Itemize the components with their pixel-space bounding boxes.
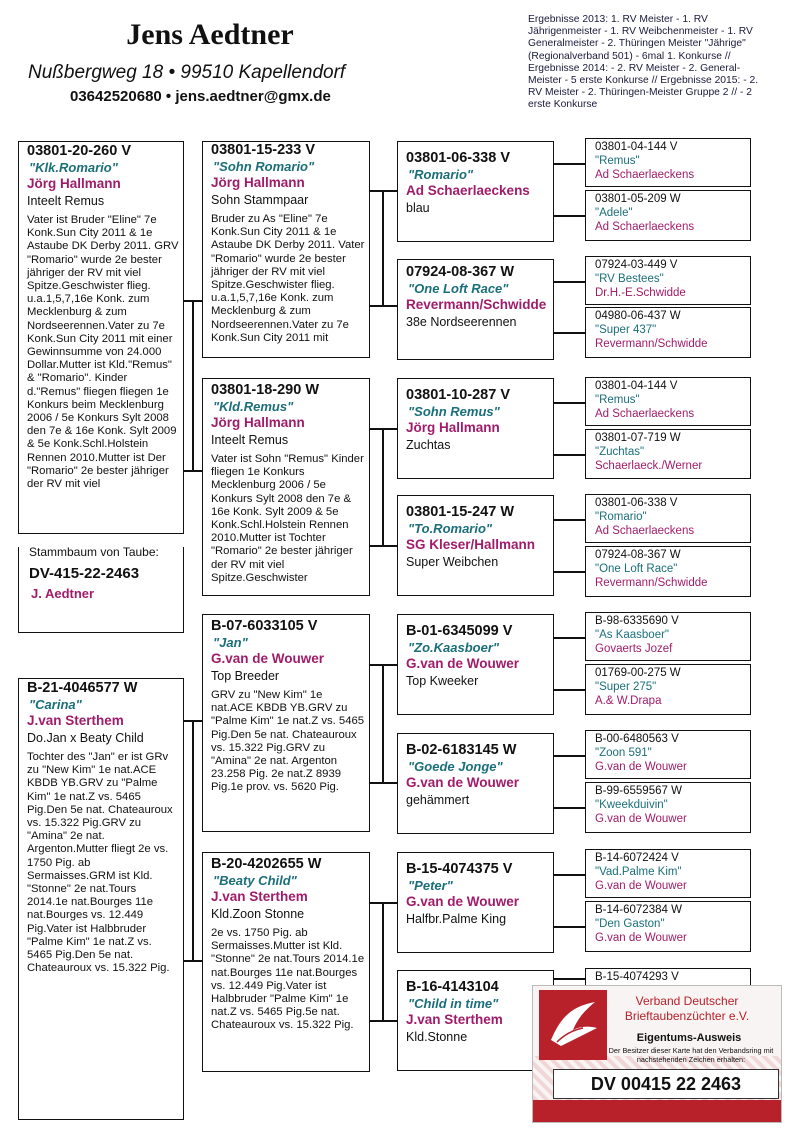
ring-number: B-00-6480563 V xyxy=(595,733,679,745)
connector-line xyxy=(370,428,397,430)
pigeon-name: "As Kaasboer" xyxy=(595,629,670,641)
great-grandparent-box xyxy=(397,378,554,479)
pigeon-description: Bruder zu As "Eline" 7e Konk.Sun City 2011 & 1e Astaube DK Derby 2011. Vater "Romario" wurde 2e bester jähriger der RV mit viel Spitze.Geschwister flieg. u.a.1,5,7,16e Konk. zum Mecklenburg & zum Nordseerennen.Vater zu 7e Konk.Sun City 2011 mit xyxy=(211,213,365,344)
pigeon-name: "Beaty Child" xyxy=(213,873,297,888)
pigeon-name: "Super 437" xyxy=(595,324,657,336)
ring-number: B-21-4046577 W xyxy=(27,680,138,696)
connector-line xyxy=(554,926,585,928)
breeder-contact: 03642520680 • jens.aedtner@gmx.de xyxy=(70,88,331,105)
owner-name: Jörg Hallmann xyxy=(211,175,305,190)
connector-line xyxy=(554,637,585,639)
pigeon-note: gehämmert xyxy=(406,793,470,807)
ring-number: B-14-6072424 V xyxy=(595,852,679,864)
connector-line xyxy=(554,978,585,980)
owner-name: Revermann/Schwidde xyxy=(595,577,708,589)
owner-name: G.van de Wouwer xyxy=(406,775,520,790)
connector-line xyxy=(382,190,384,306)
connector-line xyxy=(554,402,585,404)
mother-box xyxy=(18,678,184,1120)
connector-line xyxy=(554,163,585,165)
connector-line xyxy=(554,454,585,456)
pigeon-name: "Kweekduivin" xyxy=(595,799,668,811)
ring-number: DV-415-22-2463 xyxy=(29,565,140,582)
ring-number: 03801-15-247 W xyxy=(406,504,515,520)
ring-number: 03801-18-290 W xyxy=(211,382,320,398)
owner-name: Revermann/Schwidde xyxy=(595,338,708,350)
ring-number: 03801-04-144 V xyxy=(595,380,678,392)
owner-name: G.van de Wouwer xyxy=(595,880,687,892)
connector-line xyxy=(554,215,585,217)
owner-name: G.van de Wouwer xyxy=(211,651,325,666)
ancestor-box xyxy=(585,429,751,479)
great-grandparent-box xyxy=(397,614,554,715)
connector-line xyxy=(554,519,585,521)
pigeon-name: "Remus" xyxy=(595,155,640,167)
ancestor-box xyxy=(585,664,751,715)
connector-line xyxy=(554,281,585,283)
connector-line xyxy=(554,807,585,809)
owner-name: A.& W.Drapa xyxy=(595,695,662,707)
pigeon-note: Super Weibchen xyxy=(406,555,499,569)
ring-number: B-16-4143104 xyxy=(406,979,499,995)
connector-line xyxy=(554,874,585,876)
connector-line xyxy=(382,664,384,783)
ring-number: B-01-6345099 V xyxy=(406,623,513,639)
connector-line xyxy=(554,571,585,573)
pigeon-name: "Kld.Remus" xyxy=(213,399,294,414)
results-text: Ergebnisse 2013: 1. RV Meister - 1. RV Jährigenmeister - 1. RV Weibchenmeister - 1. RV Generalmeister - 2. Thüringen Meister "Jährige" (Regionalverband 501) - 6mal 1. Konkurse // Ergebnisse 2014: - 2. RV Meister - 2. General-Meister - 5 erste Konkurse // Ergebnisse 2015: - 2. RV Meister - 2. Thüringen-Meister Gruppe 2 // - 2 erste Konkurse xyxy=(528,14,759,111)
ring-number: B-14-6072384 W xyxy=(595,904,682,916)
connector-line xyxy=(370,1020,397,1022)
pigeon-name: "Carina" xyxy=(29,697,82,712)
ring-number: B-15-4074375 V xyxy=(406,861,513,877)
ring-number: B-99-6559567 W xyxy=(595,785,682,797)
owner-name: Govaerts Jozef xyxy=(595,643,673,655)
pigeon-name: "Sohn Romario" xyxy=(213,159,315,174)
pigeon-name: "Jan" xyxy=(213,635,248,650)
owner-name: Ad Schaerlaeckens xyxy=(595,525,695,537)
connector-line xyxy=(554,755,585,757)
ring-number: 03801-06-338 V xyxy=(595,497,678,509)
ring-number: 04980-06-437 W xyxy=(595,310,681,322)
ring-number: 03801-05-209 W xyxy=(595,193,681,205)
ring-number: B-98-6335690 V xyxy=(595,615,679,627)
connector-line xyxy=(370,305,397,307)
pigeon-description: Vater ist Sohn "Remus" Kinder fliegen 1e Konkurs Mecklenburg 2006 / 5e Konkurs Sylt 2008 den 7e & 16e Konk. Sylt 2009 & 5e Konk.Schl.Holstein Rennen 2010.Mutter ist Tochter "Romario" 2e bester jähriger der RV mit viel Spitze.Geschwister xyxy=(211,453,364,584)
pigeon-note: Inteelt Remus xyxy=(211,433,289,447)
owner-name: J.van Sterthem xyxy=(406,1012,503,1027)
ancestor-box xyxy=(585,782,751,833)
pigeon-name: "Klk.Romario" xyxy=(29,160,118,175)
ring-number: 03801-04-144 V xyxy=(595,141,678,153)
pigeon-name: "Zuchtas" xyxy=(595,446,645,458)
connector-line xyxy=(554,332,585,334)
pigeon-box xyxy=(18,547,184,633)
card-organization: Verband Deutscher Brieftaubenzüchter e.V. xyxy=(624,994,750,1023)
pigeon-name: "Den Gaston" xyxy=(595,918,665,930)
ancestor-box xyxy=(585,849,751,898)
pigeon-note: Kld.Stonne xyxy=(406,1030,468,1044)
pigeon-description: 2e vs. 1750 Pig. ab Sermaisses.Mutter ist Kld. "Stonne" 2e nat.Tours 2014.1e nat.Bourges 11e nat.Bourges vs. 12.449 Pig.Vater ist Halbbruder "Palme Kim" 1e nat.Z vs. 5465 Pig.5e nat. Chateauroux vs. 15.322 Pig. xyxy=(211,927,365,1032)
great-grandparent-box xyxy=(397,970,554,1071)
pigeon-name: "Sohn Remus" xyxy=(408,404,500,419)
owner-name: Jörg Hallmann xyxy=(211,415,305,430)
connector-line xyxy=(370,782,397,784)
owner-name: G.van de Wouwer xyxy=(595,813,687,825)
owner-name: Ad Schaerlaeckens xyxy=(406,183,530,198)
ancestor-box xyxy=(585,256,751,305)
pigeon-note: Top Kweeker xyxy=(406,674,479,688)
owner-name: SG Kleser/Hallmann xyxy=(406,537,536,552)
ancestor-box xyxy=(585,494,751,543)
pigeon-name: "Romario" xyxy=(595,511,647,523)
pigeon-name: "One Loft Race" xyxy=(595,563,678,575)
pigeon-description: Tochter des "Jan" er ist GRv zu "New Kim" 1e nat.ACE KBDB YB.GRV zu "Palme Kim" 1e nat.Z vs. 5465 Pig.Den 5e nat. Chateauroux vs. 15.322 Pig.GRV zu "Amina" 2e nat. Argenton.Mutter fliegt 2e vs. 1750 Pig. ab Sermaisses.GRM ist Kld. "Stonne" 2e nat.Tours 2014.1e nat.Bourges 11e nat.Bourges vs. 12.449 Pig.Vater ist Halbbruder "Palme Kim" 1e nat.Z vs. 5465 Pig.Den 5e nat. Chateauroux vs. 15.322 Pig. xyxy=(27,751,173,975)
grandparent-box xyxy=(202,852,370,1072)
ring-number: 07924-08-367 W xyxy=(406,264,515,280)
ring-number: B-02-6183145 W xyxy=(406,742,517,758)
great-grandparent-box xyxy=(397,259,554,360)
great-grandparent-box xyxy=(397,141,554,242)
pigeon-note: blau xyxy=(406,201,430,215)
connector-line xyxy=(370,190,397,192)
great-grandparent-box xyxy=(397,733,554,834)
ancestor-box xyxy=(585,546,751,597)
connector-line xyxy=(382,428,384,546)
connector-line xyxy=(192,300,194,471)
owner-name: Jörg Hallmann xyxy=(406,420,500,435)
owner-name: Dr.H.-E.Schwidde xyxy=(595,287,686,299)
owner-name: J.van Sterthem xyxy=(211,889,308,904)
pigeon-note: Halfbr.Palme King xyxy=(406,912,507,926)
connector-line xyxy=(382,902,384,1021)
pigeon-name: "Vad.Palme Kim" xyxy=(595,866,682,878)
ancestor-box xyxy=(585,612,751,661)
card-bottom-band xyxy=(533,1100,781,1122)
connector-line xyxy=(370,664,397,666)
owner-name: G.van de Wouwer xyxy=(406,656,520,671)
ancestor-box xyxy=(585,307,751,358)
pigeon-note: Sohn Stammpaar xyxy=(211,193,309,207)
ring-number: 07924-03-449 V xyxy=(595,259,678,271)
pigeon-name: "Child in time" xyxy=(408,996,499,1011)
ring-number: 03801-10-287 V xyxy=(406,387,510,403)
pigeon-note: Kld.Zoon Stonne xyxy=(211,907,305,921)
pigeon-description: Vater ist Bruder "Eline" 7e Konk.Sun City 2011 & 1e Astaube DK Derby 2011. GRV "Romario" wurde 2e bester jähriger der RV mit viel Spitze.Geschwister flieg. u.a.1,5,7,16e Konk. zum Mecklenburg & zum Nordseerennen.Vater zu 7e Konk.Sun City 2011 mit einer Gewinnsumme von 24.000 Dollar.Mutter ist Kld."Remus" & "Romario". Kinder d."Remus" fliegen fliegen 1e Konkurs beim Mecklenburg 2006 / 5e Konkurs Sylt 2008 den 7e & 16e Konk. Sylt 2009 & 5e Konk.Schl.Holstein Rennen 2010.Mutter ist Der "Romario" 2e bester jähriger der RV mit viel xyxy=(27,214,179,491)
ring-number: B-15-4074293 V xyxy=(595,971,679,983)
pigeon-name: "Adele" xyxy=(595,207,633,219)
owner-name: Schaerlaeck./Werner xyxy=(595,460,703,472)
owner-name: G.van de Wouwer xyxy=(406,894,520,909)
pigeon-note: Zuchtas xyxy=(406,438,451,452)
ring-number: 03801-20-260 V xyxy=(27,143,131,159)
connector-line xyxy=(192,720,194,961)
pedigree-label: Stammbaum von Taube: xyxy=(29,545,183,559)
ring-number: 03801-15-233 V xyxy=(211,142,315,158)
grandparent-box xyxy=(202,141,370,358)
ring-number: B-07-6033105 V xyxy=(211,618,318,634)
ring-number: 03801-07-719 W xyxy=(595,432,681,444)
connector-line xyxy=(370,902,397,904)
owner-name: G.van de Wouwer xyxy=(595,761,687,773)
owner-name: Ad Schaerlaeckens xyxy=(595,169,695,181)
ownership-card xyxy=(532,985,782,1123)
owner-name: Ad Schaerlaeckens xyxy=(595,408,695,420)
pigeon-note: Top Breeder xyxy=(211,669,280,683)
pigeon-name: "To.Romario" xyxy=(408,521,493,536)
owner-name: J.van Sterthem xyxy=(27,713,124,728)
pigeon-name: "Super 275" xyxy=(595,681,657,693)
breeder-address: Nußbergweg 18 • 99510 Kapellendorf xyxy=(28,62,346,83)
owner-name: G.van de Wouwer xyxy=(595,932,687,944)
pigeon-note: Do.Jan x Beaty Child xyxy=(27,731,144,745)
pigeon-name: "Goede Jonge" xyxy=(408,759,503,774)
great-grandparent-box xyxy=(397,495,554,596)
ancestor-box xyxy=(585,138,751,187)
ancestor-box xyxy=(585,190,751,241)
owner-name: Revermann/Schwidde xyxy=(406,297,547,312)
owner-name: Ad Schaerlaeckens xyxy=(595,221,695,233)
ring-number: B-20-4202655 W xyxy=(211,856,322,872)
pigeon-name: "Zoon 591" xyxy=(595,747,652,759)
pigeon-name: "RV Bestees" xyxy=(595,273,664,285)
owner-name: Jörg Hallmann xyxy=(27,176,121,191)
ring-number: 03801-06-338 V xyxy=(406,150,510,166)
connector-line xyxy=(370,545,397,547)
breeder-name: Jens Aedtner xyxy=(126,18,294,51)
ancestor-box xyxy=(585,901,751,952)
pigeon-name: "Remus" xyxy=(595,394,640,406)
ring-number: 07924-08-367 W xyxy=(595,549,681,561)
ring-number: 01769-00-275 W xyxy=(595,667,681,679)
pigeon-name: "Romario" xyxy=(408,167,474,182)
ancestor-box xyxy=(585,377,751,426)
pigeon-name: "One Loft Race" xyxy=(408,281,509,296)
great-grandparent-box xyxy=(397,852,554,953)
owner-name: J. Aedtner xyxy=(31,586,95,601)
father-box xyxy=(18,141,184,534)
grandparent-box xyxy=(202,378,370,596)
pigeon-note: 38e Nordseerennen xyxy=(406,315,517,329)
connector-line xyxy=(554,689,585,691)
grandparent-box xyxy=(202,614,370,832)
pigeon-description: GRV zu "New Kim" 1e nat.ACE KBDB YB.GRV zu "Palme Kim" 1e nat.Z vs. 5465 Pig.Den 5e nat. Chateauroux vs. 15.322 Pig.GRV zu "Amina" 2e nat. Argenton 23.258 Pig. 2e nat.Z 8939 Pig.1e prov. vs. 5620 Pig. xyxy=(211,689,365,794)
ancestor-box xyxy=(585,730,751,779)
card-text: Der Besitzer dieser Karte hat den Verbandsring mit nachstehenden Zeichen erhalten: xyxy=(608,1046,774,1064)
pigeon-note: Inteelt Remus xyxy=(27,194,105,208)
card-ring-number: DV 00415 22 2463 xyxy=(553,1069,779,1099)
pigeon-name: "Peter" xyxy=(408,878,453,893)
card-title: Eigentums-Ausweis xyxy=(636,1032,742,1044)
pigeon-name: "Zo.Kaasboer" xyxy=(408,640,500,655)
